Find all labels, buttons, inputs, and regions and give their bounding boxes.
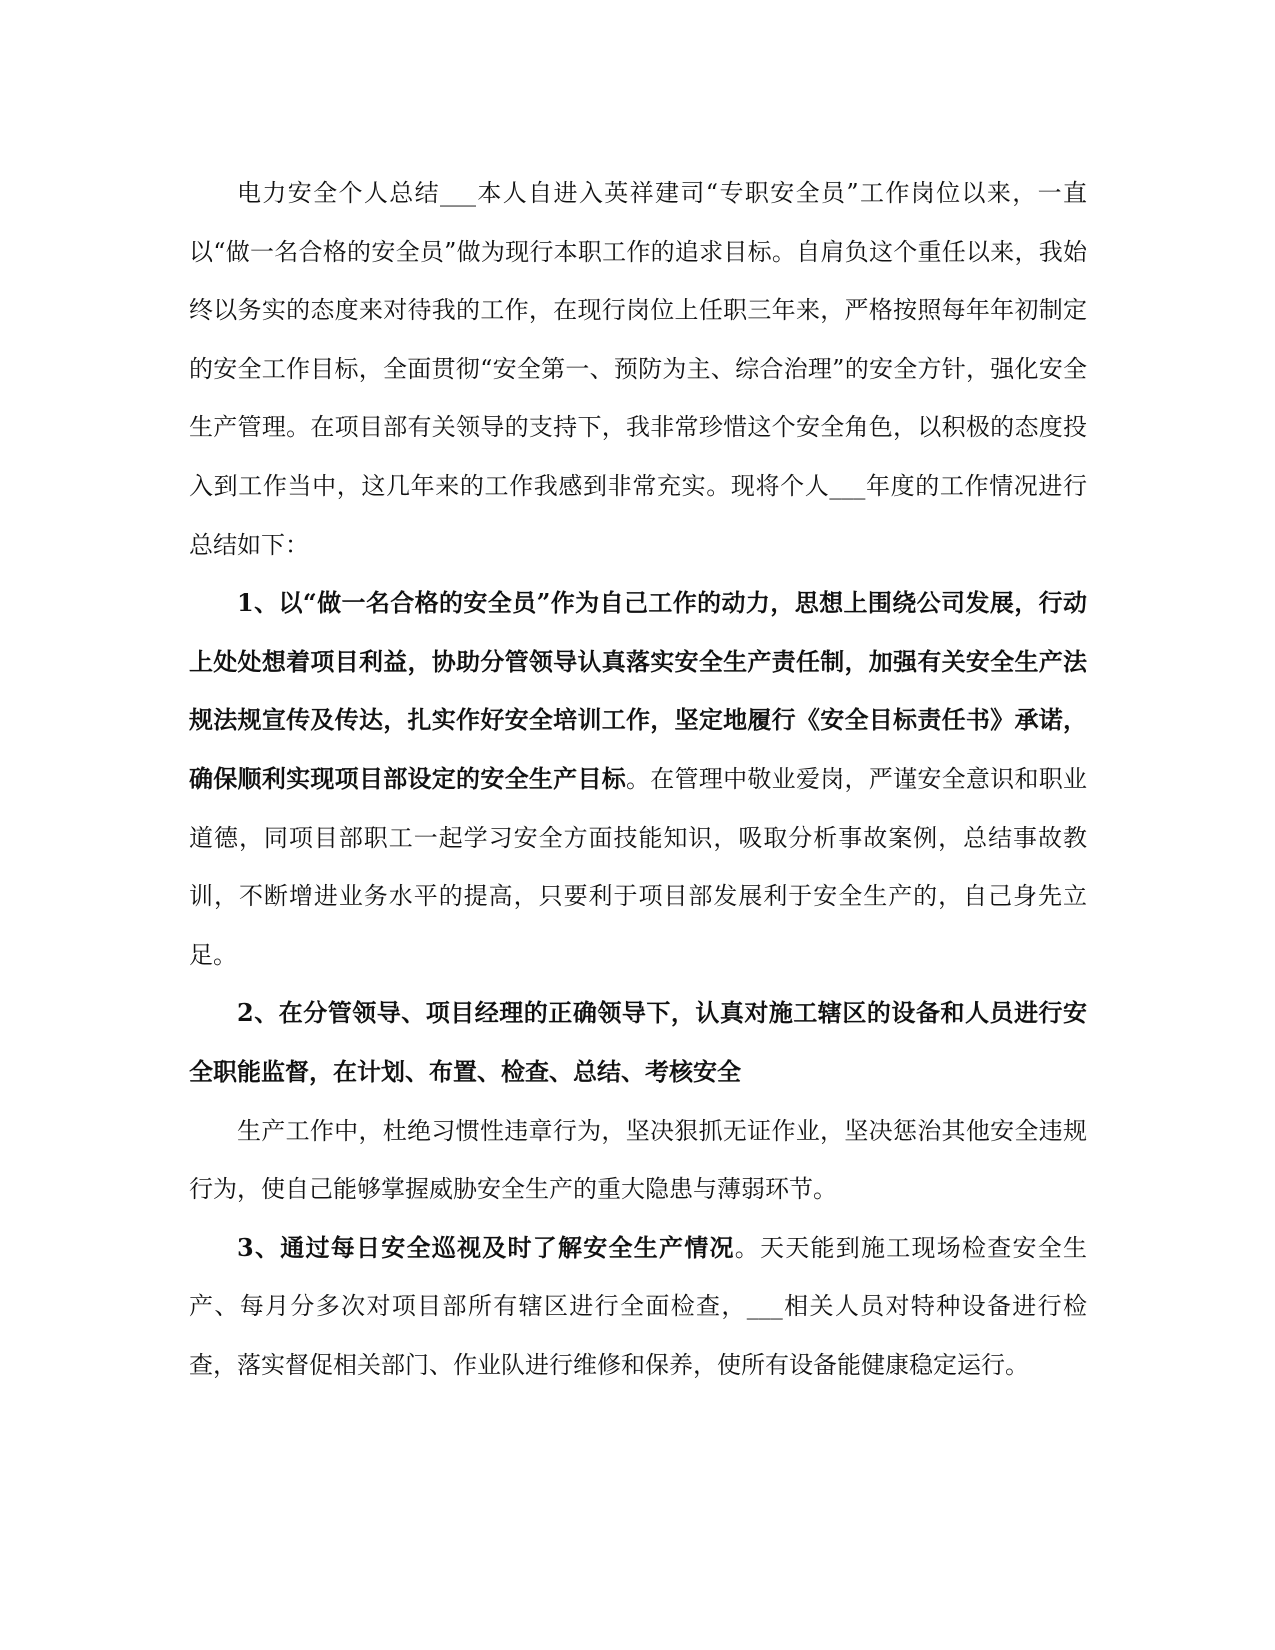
document-body <box>189 164 1087 1394</box>
paragraph-heading-bold: 3、通过每日安全巡视及时了解安全生产情况 <box>237 1232 735 1262</box>
paragraph-text: 电力安全个人总结___本人自进入英祥建司“专职安全员”工作岗位以来，一直以“做一名合格的安全员”做为现行本职工作的追求目标。自肩负这个重任以来，我始终以务实的态度来对待我的工作，在现行岗位上任职三年来，严格按照每年年初制定的安全工作目标，全面贯彻“安全第一、预防为主、综合治理”的安全方针，强化安全生产管理。在项目部有关领导的支持下，我非常珍惜这个安全角色，以积极的态度投入到工作当中，这几年来的工作我感到非常充实。现将个人___年度的工作情况进行总结如下： <box>189 179 1087 559</box>
paragraph-intro <box>189 164 1087 574</box>
paragraph-point-3 <box>189 1219 1087 1395</box>
paragraph-text: 生产工作中，杜绝习惯性违章行为，坚决狠抓无证作业，坚决惩治其他安全违规行为，使自己能够掌握威胁安全生产的重大隐患与薄弱环节。 <box>189 1116 1087 1204</box>
paragraph-heading-bold: 1、以“做一名合格的安全员”作为自己工作的动力，思想上围绕公司发展，行动上处处想着项目利益，协助分管领导认真落实安全生产责任制，加强有关安全生产法规法规宣传及传达，扎实作好安全培训工作，坚定地履行《安全目标责任书》承诺，确保顺利实现项目部设定的安全生产目标 <box>189 588 1087 793</box>
paragraph-text: 。在管理中敬业爱岗，严谨安全意识和职业道德，同项目部职工一起学习安全方面技能知识，吸取分析事故案例，总结事故教训，不断增进业务水平的提高，只要利于项目部发展利于安全生产的，自己身先立足。 <box>189 764 1087 969</box>
paragraph-heading-bold: 2、在分管领导、项目经理的正确领导下，认真对施工辖区的设备和人员进行安全职能监督，在计划、布置、检查、总结、考核安全 <box>189 998 1087 1086</box>
paragraph-text: 。天天能到施工现场检查安全生产、每月分多次对项目部所有辖区进行全面检查，___相关人员对特种设备进行检查，落实督促相关部门、作业队进行维修和保养，使所有设备能健康稳定运行。 <box>189 1233 1088 1379</box>
paragraph-point-2-continued <box>189 1102 1087 1219</box>
paragraph-point-2 <box>189 984 1087 1101</box>
paragraph-point-1 <box>189 574 1087 984</box>
